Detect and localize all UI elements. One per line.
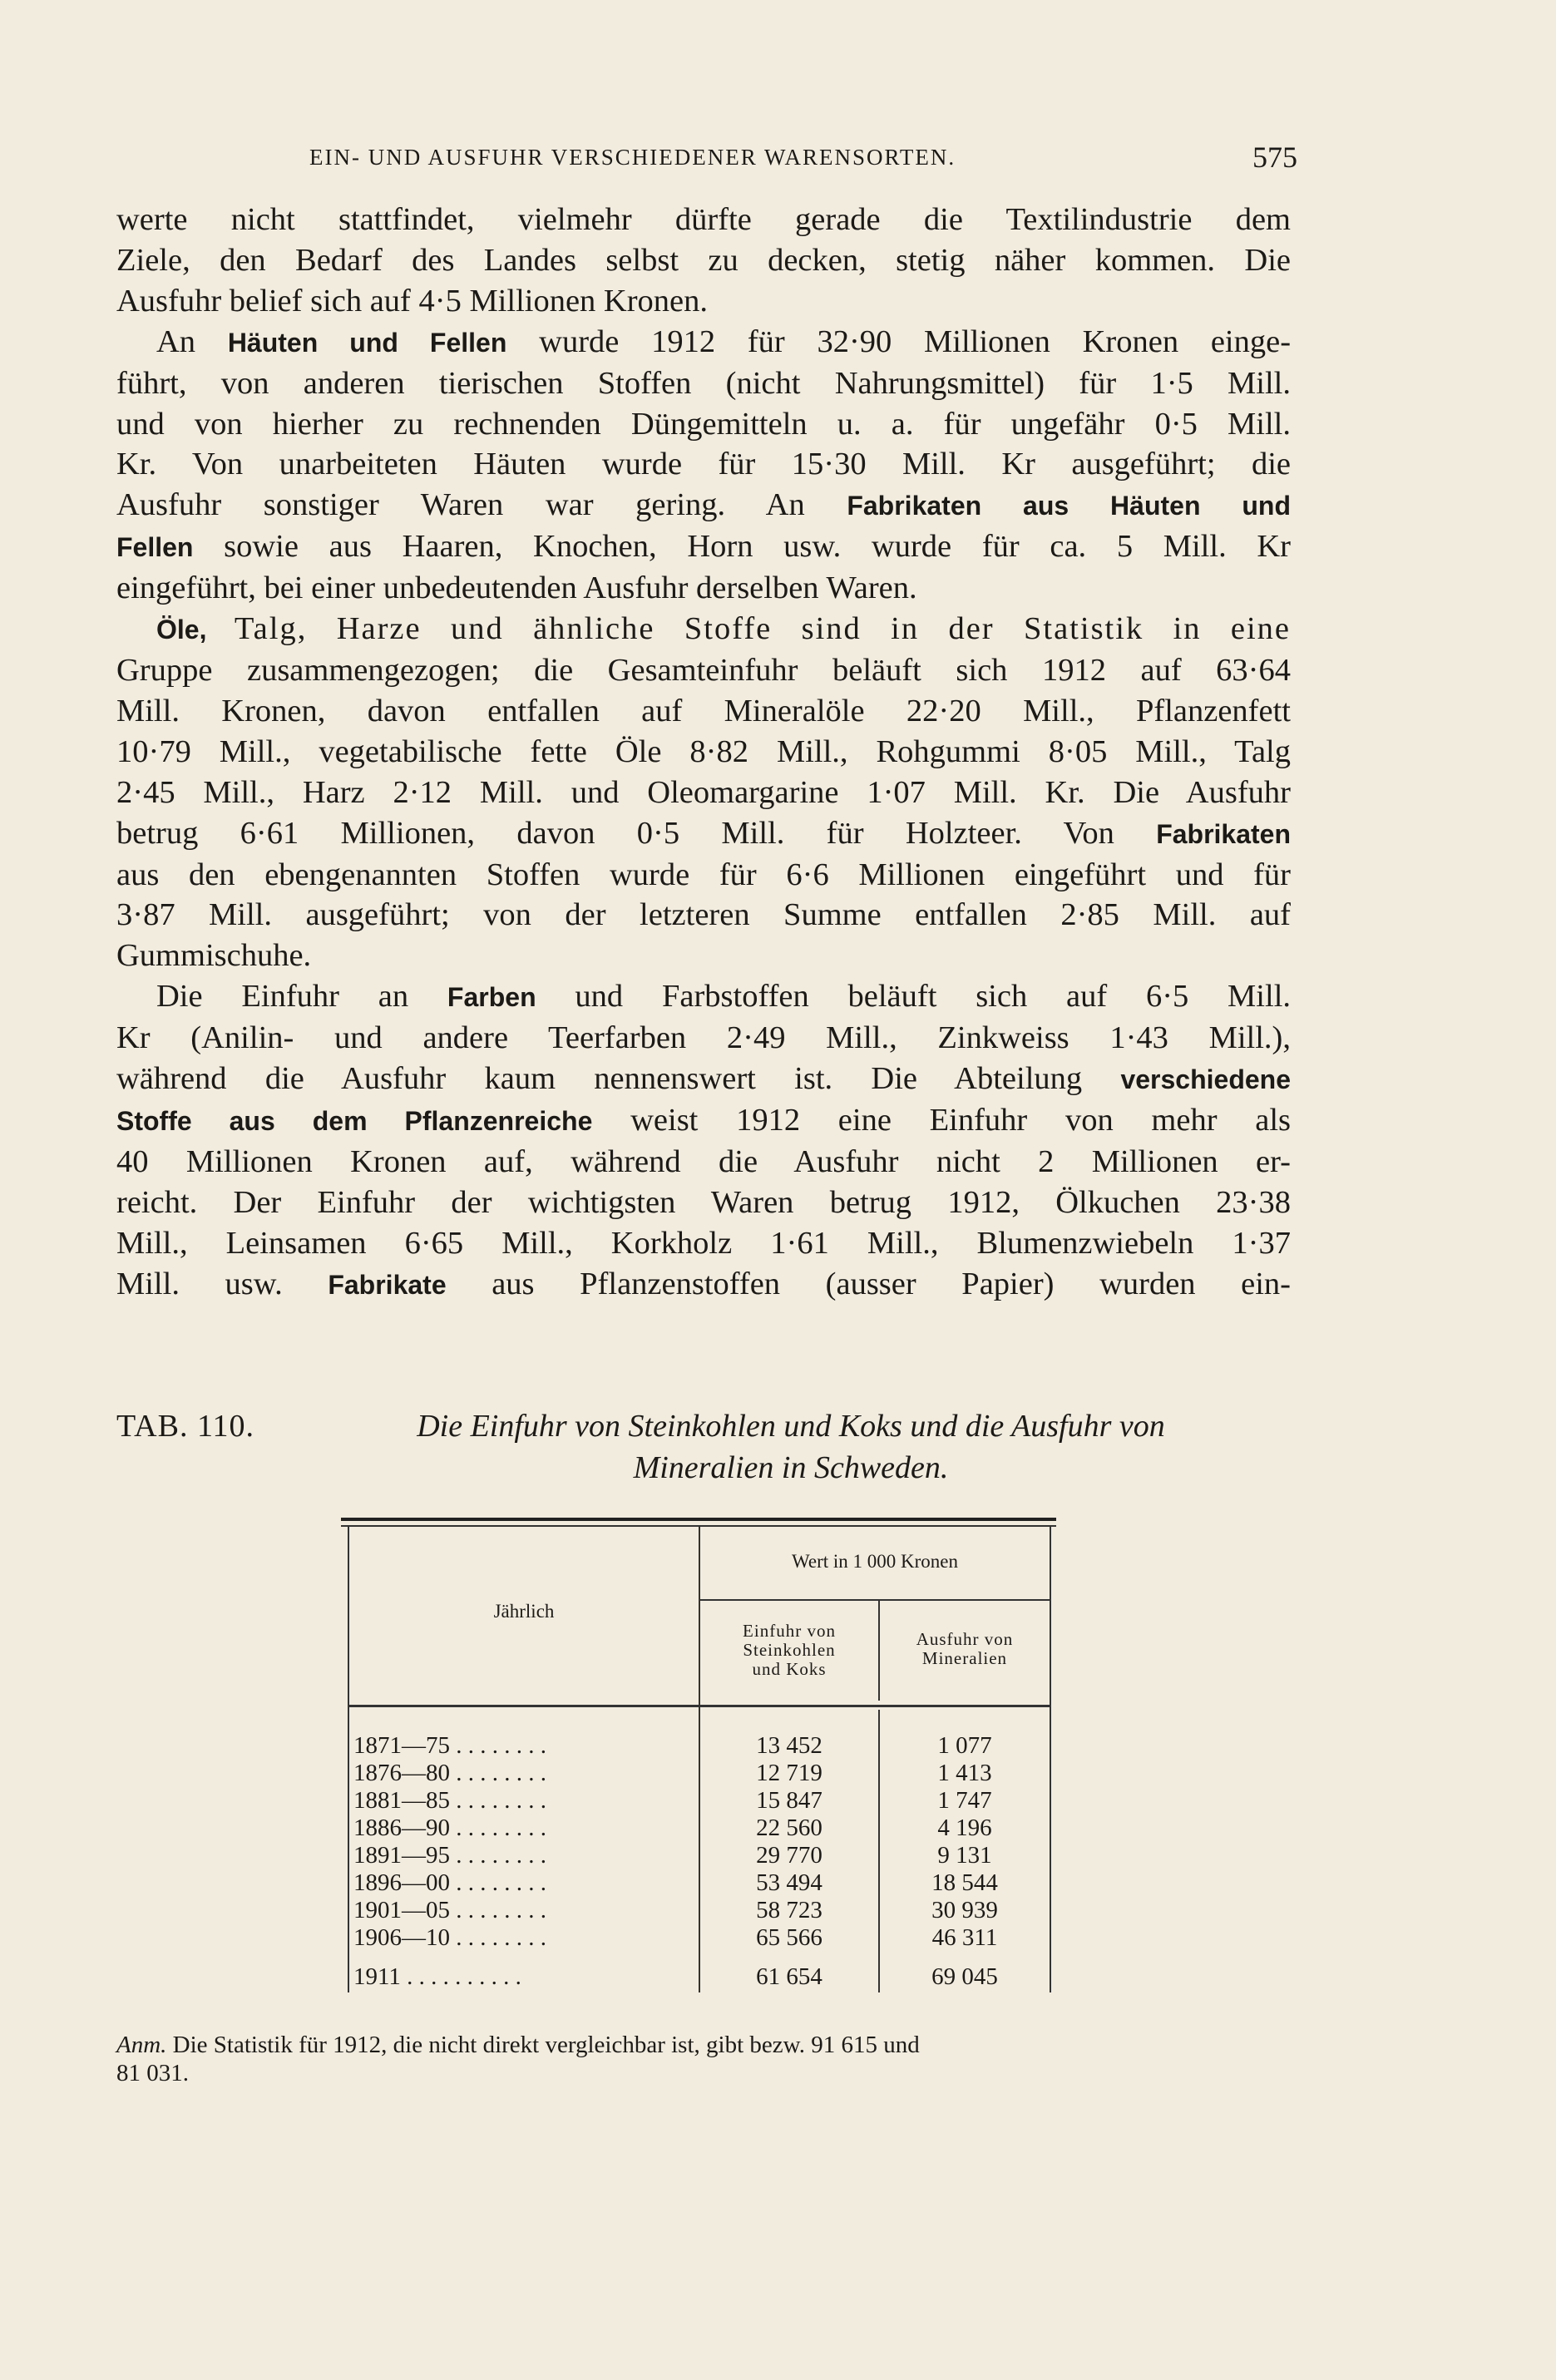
paragraph-4-line-8: Mill. usw. Fabrikate aus Pflanzenstoffen (ausser Papier) wurden ein-: [116, 1266, 1292, 1301]
table-cell-ausfuhr-1911: 69 045: [931, 1963, 998, 1990]
table-row-year: 1871—75 . . . . . . . .: [353, 1732, 546, 1759]
table-right-border: [1050, 1527, 1051, 1992]
keyword-oele: Öle,: [156, 615, 207, 645]
body-text: [116, 200, 1291, 1305]
header-ausfuhr: Ausfuhr von Mineralien: [916, 1629, 1014, 1668]
paragraph-3-line-2: Gruppe zusammengezogen; die Gesamteinfuhr beläuft sich 1912 auf 63·64: [116, 652, 1291, 688]
einfuhr-column: [700, 1732, 878, 1991]
keyword-stoffe-pflanzenreiche: Stoffe aus dem Pflanzenreiche: [116, 1105, 593, 1136]
paragraph-2-line-7: eingeführt, bei einer unbedeutenden Ausfuhr derselben Waren.: [116, 570, 917, 606]
paragraph-2-line-1: An Häuten und Fellen wurde 1912 für 32·90 Millionen Kronen einge-: [156, 323, 1292, 359]
note-label: Anm.: [116, 2032, 167, 2058]
table-cell-ausfuhr: 9 131: [937, 1842, 992, 1869]
table-row-year: 1896—00 . . . . . . . .: [353, 1869, 546, 1896]
table-cell-ausfuhr: 4 196: [937, 1815, 992, 1841]
table-cell-ausfuhr: 1 413: [937, 1760, 992, 1786]
table-row-year: 1886—90 . . . . . . . .: [353, 1815, 546, 1841]
table-cell-einfuhr: 22 560: [756, 1815, 822, 1841]
table-row-year: 1901—05 . . . . . . . .: [353, 1897, 546, 1923]
table-cell-einfuhr: 29 770: [756, 1842, 822, 1869]
paragraph-2-line-3: und von hierher zu rechnenden Düngemitteln u. a. für ungefähr 0·5 Mill.: [116, 406, 1291, 442]
table-cell-einfuhr: 13 452: [756, 1732, 822, 1759]
keyword-farben: Farben: [447, 982, 536, 1013]
header-wert-group: Wert in 1 000 Kronen: [792, 1551, 958, 1572]
paragraph-1-line-3: Ausfuhr belief sich auf 4·5 Millionen Kronen.: [116, 283, 709, 318]
table-header-rule: [348, 1705, 1050, 1707]
paragraph-4-line-7: Mill., Leinsamen 6·65 Mill., Korkholz 1·61 Mill., Blumenzwiebeln 1·37: [116, 1225, 1291, 1261]
table-row-year: 1891—95 . . . . . . . .: [353, 1842, 546, 1869]
paragraph-3-line-6: betrug 6·61 Millionen, davon 0·5 Mill. für Holzteer. Von Fabrikaten: [116, 815, 1292, 851]
table-row-year: 1881—85 . . . . . . . .: [353, 1787, 546, 1814]
page-number: 575: [1252, 141, 1297, 174]
paragraph-4-line-6: reicht. Der Einfuhr der wichtigsten Waren betrug 1912, Ölkuchen 23·38: [116, 1184, 1291, 1220]
table-cell-einfuhr-1911: 61 654: [756, 1963, 822, 1990]
keyword-fabrikaten-haeute: Fabrikaten aus Häuten und: [847, 491, 1292, 521]
paragraph-1-line-1: werte nicht stattfindet, vielmehr dürfte gerade die Textilindustrie dem: [116, 202, 1291, 237]
table-cell-ausfuhr: 18 544: [931, 1869, 998, 1896]
table-row-year: 1876—80 . . . . . . . .: [353, 1760, 546, 1786]
paragraph-2-line-4: Kr. Von unarbeiteten Häuten wurde für 15·30 Mill. Kr ausgeführt; die: [116, 447, 1291, 482]
keyword-fabrikaten: Fabrikaten: [1156, 818, 1292, 849]
year-column: [353, 1732, 686, 1991]
table-cell-einfuhr: 65 566: [756, 1924, 822, 1951]
table-cell-ausfuhr: 30 939: [931, 1897, 998, 1923]
paragraph-3-line-8: 3·87 Mill. ausgeführt; von der letzteren Summe entfallen 2·85 Mill. auf: [116, 897, 1291, 933]
paragraph-3-line-7: aus den ebengenannten Stoffen wurde für 6·6 Millionen eingeführt und für: [116, 857, 1291, 892]
paragraph-3-line-4: 10·79 Mill., vegetabilische fette Öle 8·82 Mill., Rohgummi 8·05 Mill., Talg: [116, 733, 1291, 769]
table-cell-einfuhr: 12 719: [756, 1760, 822, 1786]
keyword-fellen: Fellen: [116, 532, 194, 563]
running-title: EIN- UND AUSFUHR VERSCHIEDENER WARENSORTEN.: [309, 145, 956, 170]
note-text: Die Statistik für 1912, die nicht direkt vergleichbar ist, gibt bezw. 91 615 und: [172, 2032, 920, 2058]
paragraph-4-line-4: Stoffe aus dem Pflanzenreiche weist 1912 eine Einfuhr von mehr als: [116, 1102, 1292, 1138]
table-cell-ausfuhr: 1 747: [937, 1787, 992, 1814]
keyword-fabrikate: Fabrikate: [328, 1269, 447, 1300]
table-cell-einfuhr: 53 494: [756, 1869, 822, 1896]
keyword-haeute-fellen: Häuten und Fellen: [227, 327, 507, 358]
paragraph-3-line-5: 2·45 Mill., Harz 2·12 Mill. und Oleomargarine 1·07 Mill. Kr. Die Ausfuhr: [116, 774, 1291, 810]
table-left-border: [348, 1527, 349, 1992]
table-cell-einfuhr: 58 723: [756, 1897, 822, 1923]
ausfuhr-column: [880, 1732, 1050, 1991]
table-group-rule: [699, 1599, 1051, 1601]
table-note: [116, 2031, 1291, 2087]
paragraph-1-line-2: Ziele, den Bedarf des Landes selbst zu decken, stetig näher kommen. Die: [116, 242, 1291, 278]
note-text-2: 81 031.: [116, 2060, 189, 2086]
table-top-rule: [341, 1518, 1056, 1521]
paragraph-4-line-2: Kr (Anilin- und andere Teerfarben 2·49 Mill., Zinkweiss 1·43 Mill.),: [116, 1020, 1291, 1056]
paragraph-2-line-5: Ausfuhr sonstiger Waren war gering. An Fabrikaten aus Häuten und: [116, 487, 1292, 523]
paragraph-3-line-3: Mill. Kronen, davon entfallen auf Mineralöle 22·20 Mill., Pflanzenfett: [116, 693, 1291, 728]
table-row-year: 1906—10 . . . . . . . .: [353, 1924, 546, 1951]
paragraph-3-line-9: Gummischuhe.: [116, 938, 312, 974]
table-cell-einfuhr: 15 847: [756, 1787, 822, 1814]
table-cell-ausfuhr: 1 077: [937, 1732, 992, 1759]
paragraph-4-line-3: während die Ausfuhr kaum nennenswert ist. Die Abteilung verschiedene: [116, 1061, 1291, 1097]
paragraph-4-line-5: 40 Millionen Kronen auf, während die Ausfuhr nicht 2 Millionen er-: [116, 1143, 1291, 1179]
paragraph-2-line-6: Fellen sowie aus Haaren, Knochen, Horn usw. wurde für ca. 5 Mill. Kr: [116, 529, 1291, 565]
header-einfuhr: Einfuhr von Steinkohlen und Koks: [743, 1621, 836, 1679]
table-label: TAB. 110.: [116, 1409, 255, 1444]
table-row-year-1911: 1911 . . . . . . . . . .: [353, 1963, 521, 1990]
keyword-verschiedene: verschiedene: [1120, 1064, 1291, 1095]
table-cell-ausfuhr: 46 311: [931, 1924, 998, 1951]
paragraph-3-line-1: Öle, Talg, Harze und ähnliche Stoffe sind in der Statistik in eine: [156, 611, 1292, 647]
paragraph-2-line-2: führt, von anderen tierischen Stoffen (nicht Nahrungsmittel) für 1·5 Mill.: [116, 365, 1291, 401]
header-jaehrlich: Jährlich: [493, 1601, 555, 1622]
table-title: Die Einfuhr von Steinkohlen und Koks und die Ausfuhr von Mineralien in Schweden.: [417, 1409, 1165, 1485]
paragraph-4-line-1: Die Einfuhr an Farben und Farbstoffen beläuft sich auf 6·5 Mill.: [156, 979, 1292, 1015]
running-head: [116, 140, 1297, 180]
